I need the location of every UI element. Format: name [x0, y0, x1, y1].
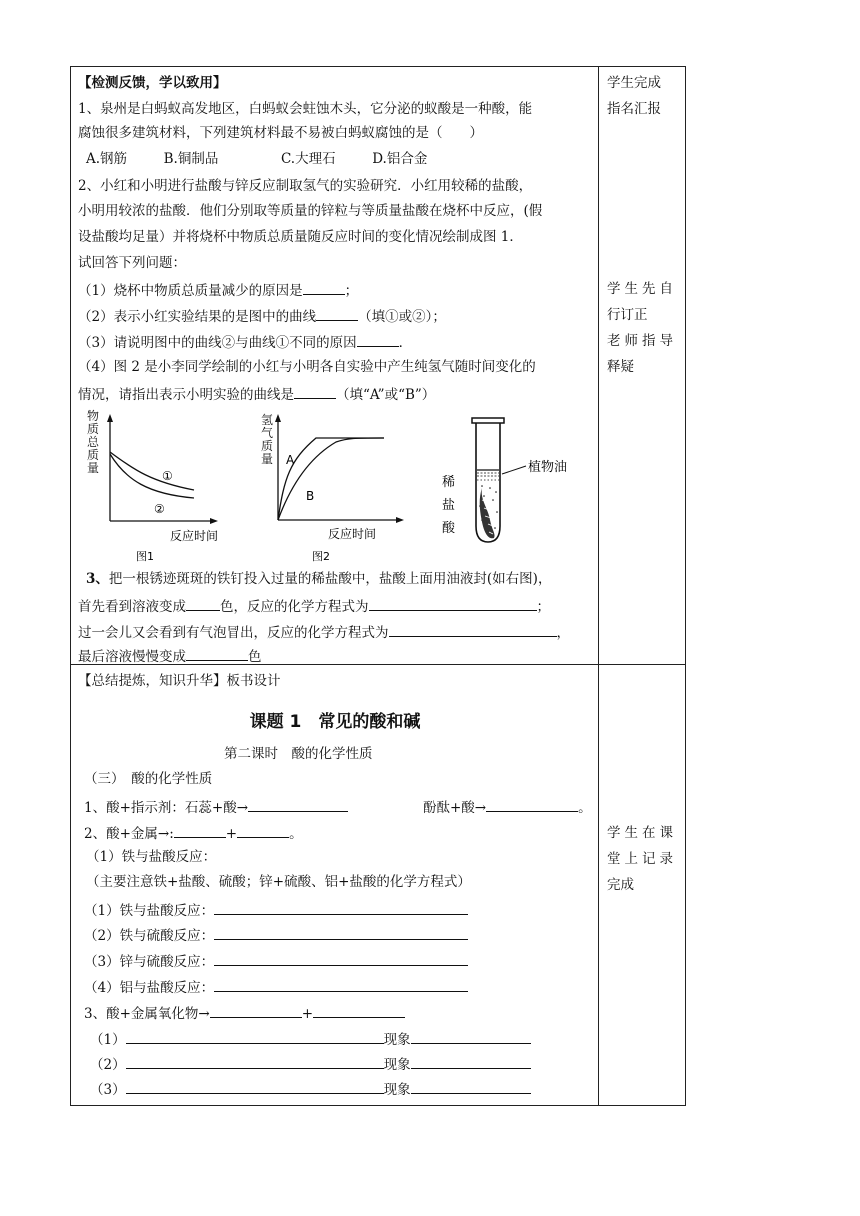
fig1-y-arrow [107, 414, 113, 422]
item-2: 2、酸+金属→: + 。 [84, 823, 303, 843]
fig1-ylabel-1: 质 [87, 422, 100, 436]
blank[interactable] [174, 823, 226, 838]
blank[interactable] [389, 622, 557, 637]
oxide-row: （3） 现象 [90, 1079, 531, 1099]
acid-label-0: 稀 [442, 475, 456, 490]
tube-rim [472, 418, 504, 423]
q2-line4: 试回答下列问题： [78, 255, 186, 271]
blank[interactable] [214, 977, 468, 992]
side-note-1: 学生完成 指名汇报 [607, 75, 661, 117]
option-d: D.铝合金 [372, 151, 428, 167]
blank[interactable] [357, 332, 399, 347]
item-1: 1、酸+指示剂：石蕊+酸→ [84, 797, 348, 817]
fig1-curve-2-label: ② [154, 502, 165, 516]
item-2-sub: （1）铁与盐酸反应： [86, 849, 217, 865]
blank[interactable] [294, 384, 336, 399]
q2-sub4-line1: （4）图 2 是小李同学绘制的小红与小明各自实验中产生纯氢气随时间变化的 [78, 359, 536, 375]
q3-line4: 最后溶液慢慢变成 色 [78, 646, 262, 666]
blank[interactable] [303, 280, 345, 295]
option-a: A.钢筋 [86, 151, 128, 167]
q3-line3: 过一会儿又会看到有气泡冒出，反应的化学方程式为 ， [78, 622, 570, 642]
blank[interactable] [316, 306, 358, 321]
q2-line2: 小明用较浓的盐酸．他们分别取等质量的锌粒与等质量盐酸在烧杯中反应，(假 [78, 203, 543, 219]
oxide-row: （1） 现象 [90, 1029, 531, 1049]
q1-line1: 1、泉州是白蚂蚁高发地区，白蚂蚁会蛀蚀木头，它分泌的蚁酸是一种酸，能 [78, 101, 533, 117]
blank[interactable] [126, 1054, 384, 1069]
blank[interactable] [214, 951, 468, 966]
blank[interactable] [126, 1079, 384, 1094]
option-b: B.铜制品 [163, 151, 219, 167]
oxide-row: （2） 现象 [90, 1054, 531, 1074]
q2-line1: 2、小红和小明进行盐酸与锌反应制取氢气的实验研究．小红用较稀的盐酸， [78, 178, 533, 194]
fig2-y-arrow [275, 414, 281, 422]
blank[interactable] [411, 1079, 531, 1094]
fig2-ylabel-2: 质 [261, 439, 274, 453]
oil-label: 植物油 [528, 460, 568, 475]
figure-2 [258, 408, 408, 568]
fig2-ylabel-3: 量 [261, 452, 274, 466]
rusty-nail [480, 488, 495, 538]
fig2-curve-a [278, 438, 384, 520]
fig2-xlabel: 反应时间 [328, 527, 377, 541]
blank[interactable] [186, 596, 220, 611]
oil-pointer [502, 466, 526, 474]
feedback-heading: 【检测反馈，学以致用】 [78, 75, 227, 91]
fig2-curve-a-label: A [286, 453, 295, 467]
q1-options [86, 150, 427, 168]
summary-title: 课题 1 常见的酸和碱 [249, 712, 421, 732]
fig1-ylabel-4: 量 [87, 461, 100, 475]
side-note-2: 学生先自 行订正 老师指导 释疑 [607, 281, 677, 375]
fig1-ylabel-2: 总 [87, 435, 100, 449]
test-tube-illustration [432, 408, 592, 548]
fig2-curve-b [278, 438, 384, 520]
fig1-x-arrow [210, 518, 218, 524]
side-note-3: 学生在课 堂上记录 完成 [607, 825, 677, 893]
blank[interactable] [411, 1054, 531, 1069]
q2-sub2: （2）表示小红实验结果的是图中的曲线 （填①或②）； [78, 306, 446, 326]
q2-sub4-line2: 情况，请指出表示小明实验的曲线是 （填“A”或“B”） [78, 384, 435, 404]
summary-subtitle: 第二课时 酸的化学性质 [224, 746, 373, 762]
item-3: 3、酸+金属氧化物→ + [84, 1003, 405, 1023]
blank[interactable] [411, 1029, 531, 1044]
fig2-caption: 图2 [312, 550, 330, 563]
blank[interactable] [126, 1029, 384, 1044]
summary-heading: 【总结提炼，知识升华】板书设计 [78, 673, 281, 689]
reaction-row: （4）铝与盐酸反应： [84, 977, 468, 997]
q2-sub1: （1）烧杯中物质总质量减少的原因是 ； [78, 280, 358, 300]
blank[interactable] [313, 1003, 405, 1018]
blank[interactable] [237, 823, 289, 838]
reaction-row: （3）锌与硫酸反应： [84, 951, 468, 971]
q1-line2: 腐蚀很多建筑材料，下列建筑材料最不易被白蚂蚁腐蚀的是（ ） [78, 125, 483, 141]
fig2-ylabel-0: 氢 [261, 413, 274, 427]
item-1-b: 酚酞+酸→ 。 [423, 797, 592, 817]
fig1-xlabel: 反应时间 [170, 529, 219, 543]
q2-line3: 设盐酸均足量）并将烧杯中物质总质量随反应时间的变化情况绘制成图 1． [78, 229, 523, 245]
blank[interactable] [248, 797, 348, 812]
fig1-ylabel-0: 物 [87, 409, 100, 423]
fig2-ylabel-1: 气 [261, 426, 274, 440]
fig1-ylabel-3: 质 [87, 448, 100, 462]
fig2-x-arrow [396, 517, 404, 523]
item-2-note: （主要注意铁+盐酸、硫酸；锌+硫酸、铝+盐酸的化学方程式） [86, 874, 471, 890]
reaction-row: （2）铁与硫酸反应： [84, 925, 468, 945]
column-divider [598, 66, 599, 1106]
blank[interactable] [369, 596, 537, 611]
blank[interactable] [486, 797, 578, 812]
blank[interactable] [214, 925, 468, 940]
acid-label-1: 盐 [442, 498, 456, 513]
acid-label-2: 酸 [442, 521, 456, 536]
blank[interactable] [186, 646, 248, 661]
figure-1 [82, 408, 222, 568]
summary-section: （三） 酸的化学性质 [84, 771, 213, 787]
fig2-curve-b-label: B [306, 489, 315, 503]
q2-sub3: （3）请说明图中的曲线②与曲线①不同的原因 ． [78, 332, 412, 352]
option-c: C.大理石 [280, 151, 336, 167]
blank[interactable] [214, 900, 468, 915]
blank[interactable] [210, 1003, 302, 1018]
reaction-row: （1）铁与盐酸反应： [84, 900, 468, 920]
fig1-caption: 图1 [136, 550, 154, 563]
fig1-curve-1-label: ① [162, 469, 173, 483]
q3-line1: 3、把一根锈迹斑斑的铁钉投入过量的稀盐酸中，盐酸上面用油液封(如右图)， [86, 571, 552, 587]
q3-line2: 首先看到溶液变成 色，反应的化学方程式为 ； [78, 596, 550, 616]
